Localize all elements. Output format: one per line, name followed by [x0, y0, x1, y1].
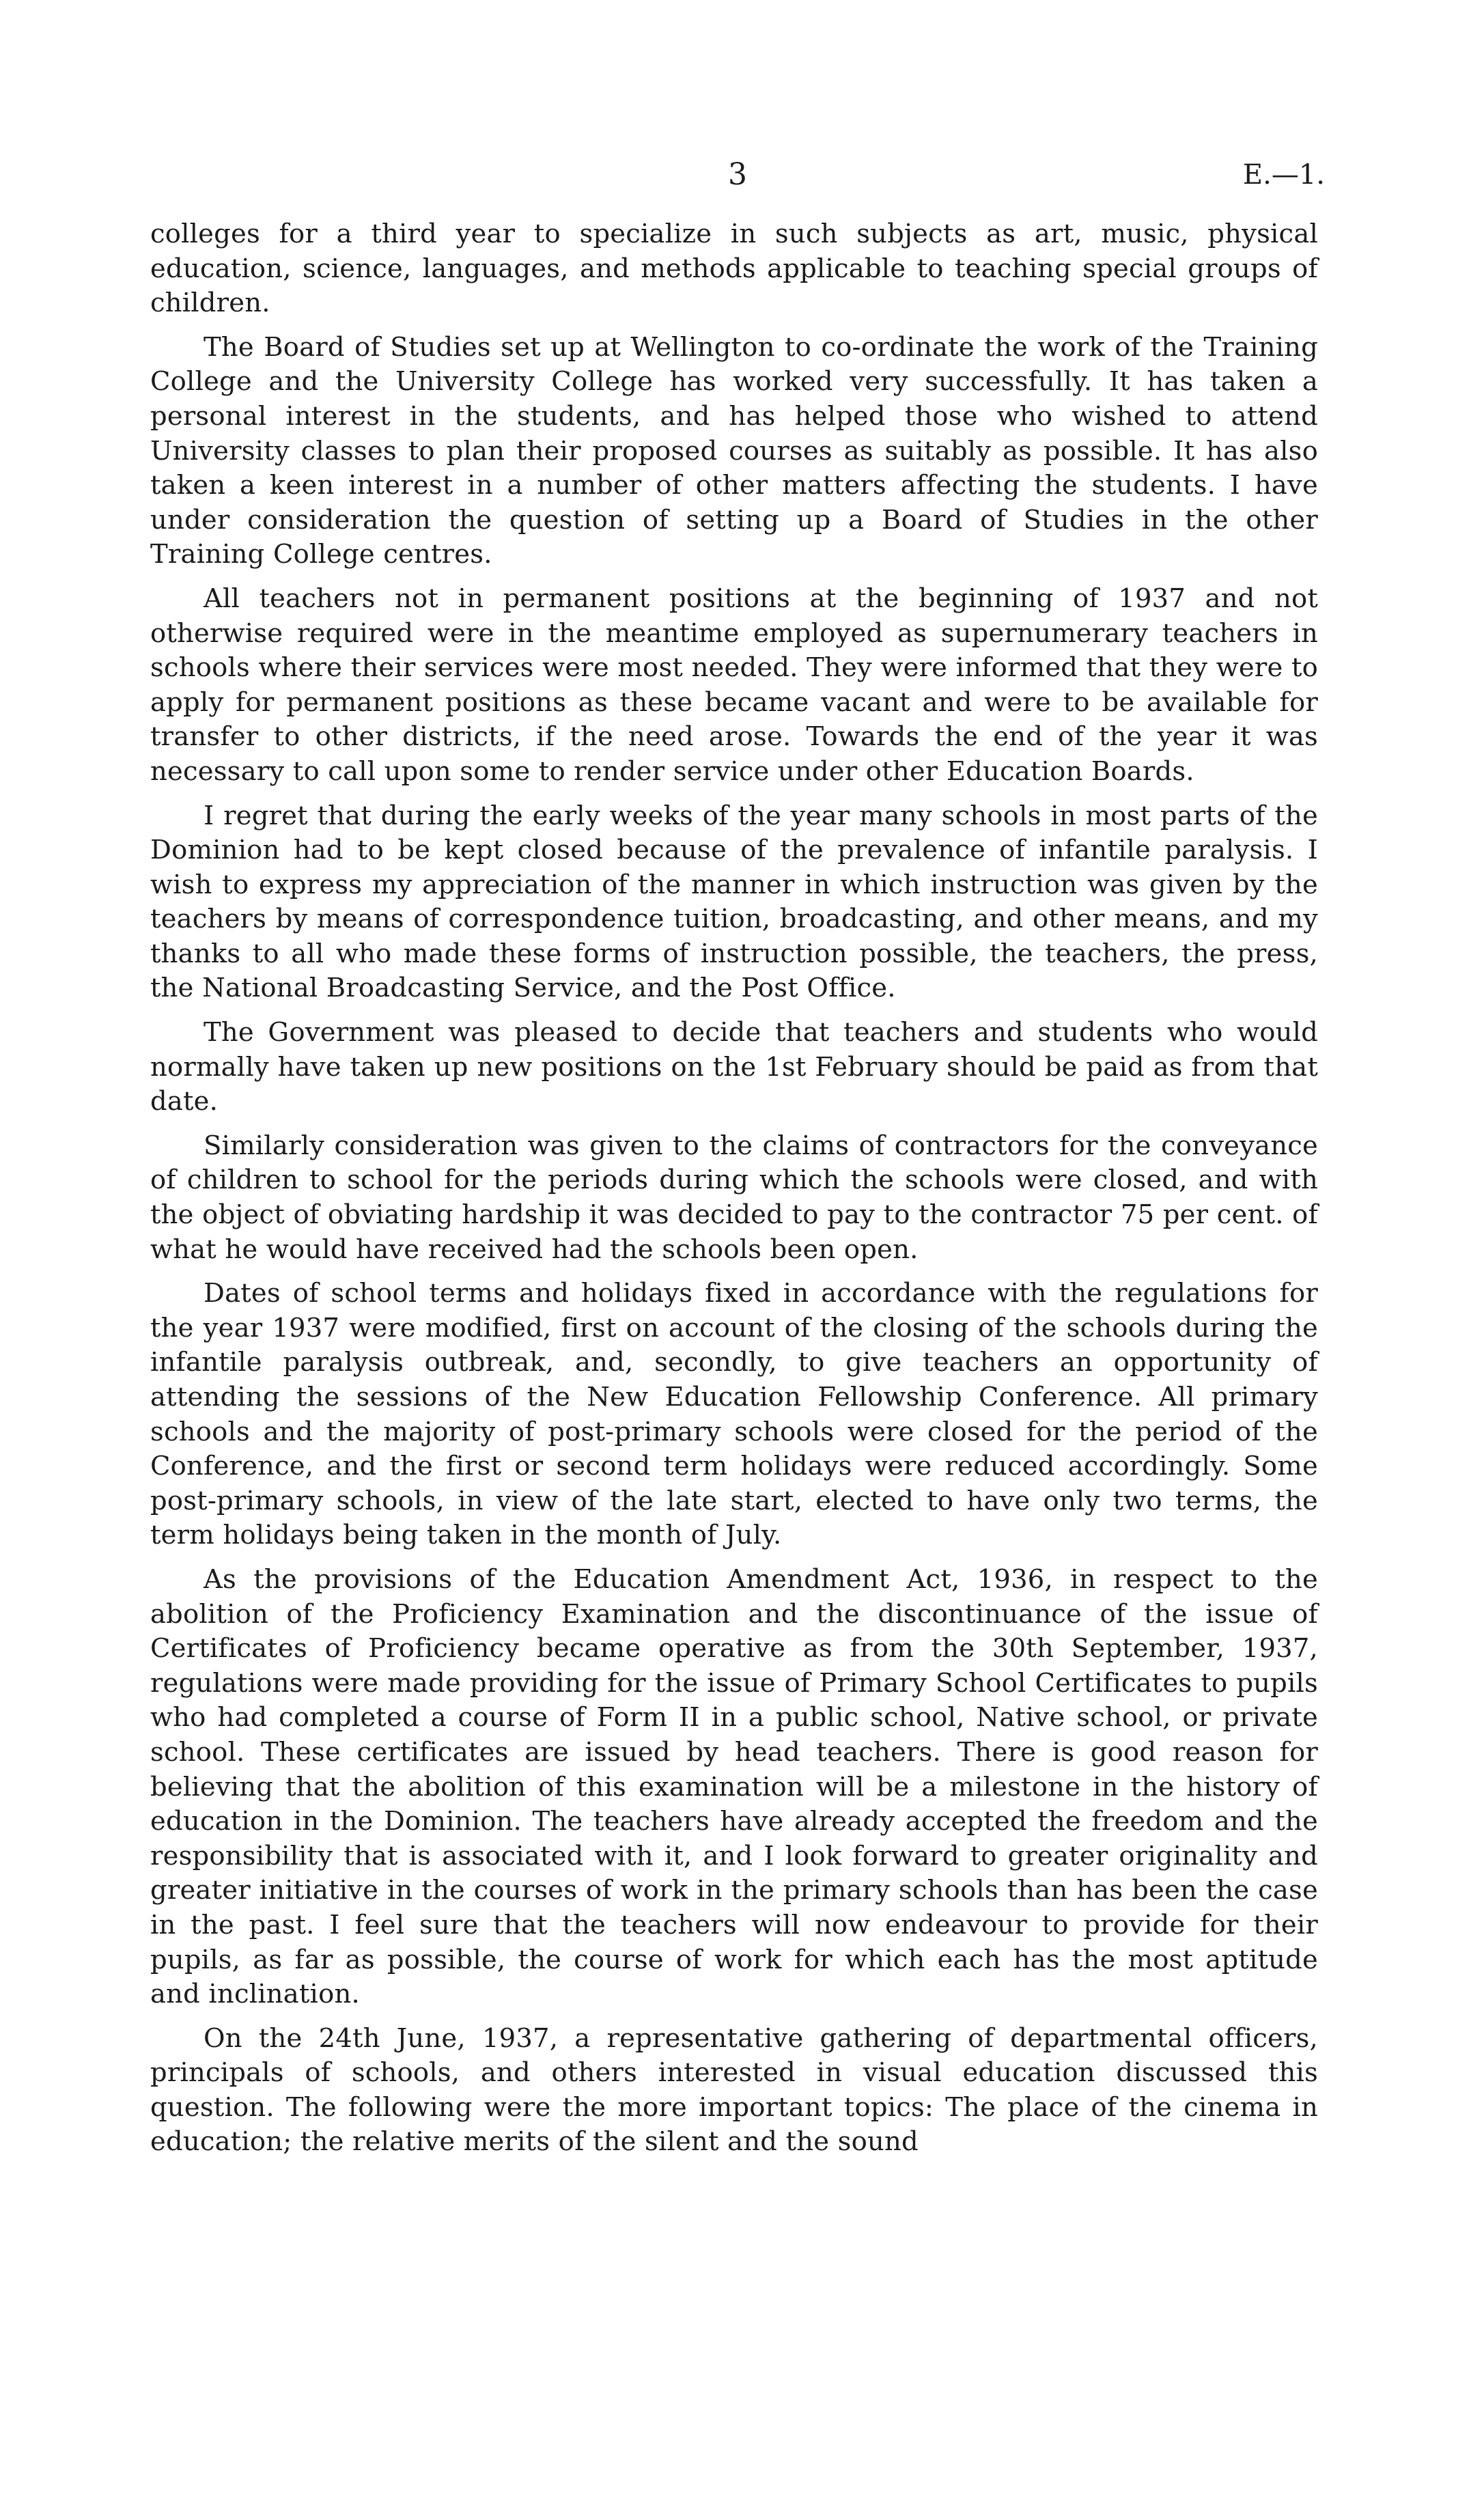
- paragraph-infantile-paralysis: I regret that during the early weeks of the year many schools in most parts of the Dominion had to be kept closed because of the prevalence of infantile paralysis. I wish to express my appreciation of the manner in which instruction was given by the teachers by means of correspondence tuition, broadcasting, and other means, and my thanks to all who made these forms of instruction possible, the teachers, the press, the National Broadcasting Service, and the Post Office.: [150, 800, 1318, 1004]
- paragraph-school-terms: Dates of school terms and holidays fixed in accordance with the regulations for the year 1937 were modified, first on account of the closing of the schools during the infantile paralysis outbreak, and, secondly, to give teachers an opportunity of attending the sessions of the New Education Fellowship Conference. All primary schools and the majority of post-primary schools were closed for the period of the Conference, and the first or second term holidays were reduced accordingly. Some post-primary schools, in view of the late start, elected to have only two terms, the term holidays being taken in the month of July.: [150, 1278, 1318, 1551]
- paragraph-contractors: Similarly consideration was given to the claims of contractors for the conveyance of children to school for the periods during which the schools were closed, and with the object of obviating hardship it was decided to pay to the contractor 75 per cent. of what he would have received had the schools been open.: [150, 1130, 1318, 1265]
- paragraph-government-payment: The Government was pleased to decide that teachers and students who would normally have taken up new positions on the 1st February should be paid as from that date.: [150, 1017, 1318, 1117]
- paragraph-proficiency-examination: As the provisions of the Education Amendment Act, 1936, in respect to the abolition of the Proficiency Examination and the discontinuance of the issue of Certificates of Proficiency became operative as from the 30th September, 1937, regulations were made providing for the issue of Primary School Certificates to pupils who had completed a course of Form II in a public school, Native school, or private school. These certificates are issued by head teachers. There is good reason for believing that the abolition of this examination will be a milestone in the history of education in the Dominion. The teachers have already accepted the freedom and the responsibility that is associated with it, and I look forward to greater originality and greater initiative in the courses of work in the primary schools than has been the case in the past. I feel sure that the teachers will now endeavour to provide for their pupils, as far as possible, the course of work for which each has the most aptitude and inclination.: [150, 1563, 1318, 2010]
- paragraph-colleges-continuation: colleges for a third year to specialize in such subjects as art, music, physical education, science, languages, and methods applicable to teaching special groups of children.: [150, 219, 1318, 319]
- paragraph-board-of-studies: The Board of Studies set up at Wellington to co-ordinate the work of the Training College and the University College has worked very successfully. It has taken a personal interest in the students, and has helped those who wished to attend University classes to plan their proposed courses as suitably as possible. It has also taken a keen interest in a number of other matters affecting the students. I have under consideration the question of setting up a Board of Studies in the other Training College centres.: [150, 331, 1318, 570]
- paragraph-supernumerary-teachers: All teachers not in permanent positions at the beginning of 1937 and not otherwise required were in the meantime employed as supernumerary teachers in schools where their services were most needed. They were informed that they were to apply for permanent positions as these became vacant and were to be available for transfer to other districts, if the need arose. Towards the end of the year it was necessary to call upon some to render service under other Education Boards.: [150, 583, 1318, 787]
- paragraph-visual-education: On the 24th June, 1937, a representative gathering of departmental officers, principals of schools, and others interested in visual education discussed this question. The following were the more important topics: The place of the cinema in education; the relative merits of the silent and the sound: [150, 2022, 1318, 2158]
- body-text: [150, 217, 1318, 2169]
- page-number: 3: [728, 157, 747, 192]
- document-reference: E.—1.: [1242, 159, 1325, 191]
